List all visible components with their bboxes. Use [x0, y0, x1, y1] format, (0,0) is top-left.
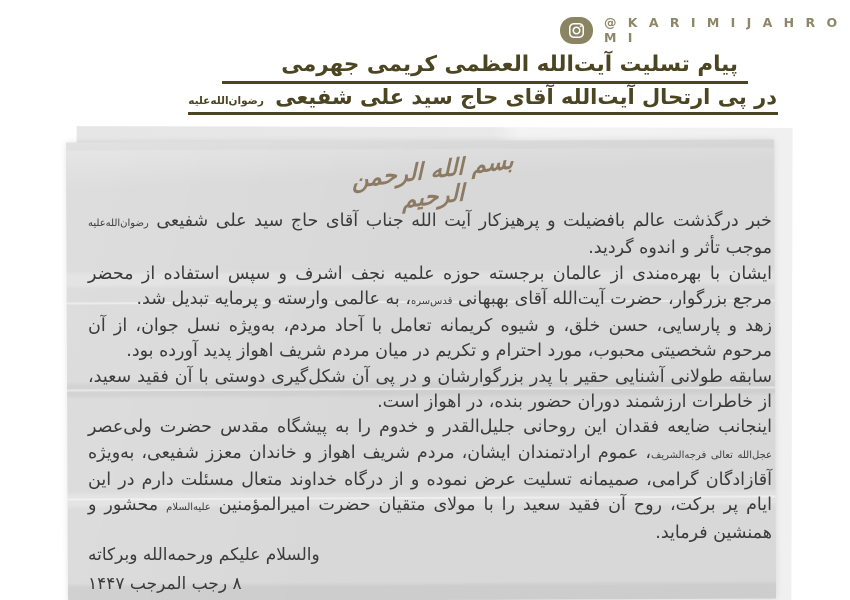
closing-salutation: والسلام علیکم ورحمه‌الله وبرکاته — [88, 545, 320, 565]
letter-paragraph: سابقه طولانی آشنایی حقیر با پدر بزرگوارشان و در پی آن شکل‌گیری دوستی با آن فقید سعید، از خاطرات ارزشمند دوران حضور بنده، در اهواز است. — [88, 366, 772, 413]
letter-paragraph: خبر درگذشت عالم بافضیلت و پرهیزکار آیت الله جناب آقای حاج سید علی شفیعی رضوان‌الله‌علیه موجب تأثر و اندوه گردید. — [88, 211, 772, 259]
instagram-icon — [560, 17, 593, 44]
closing-date: ۸ رجب المرجب ۱۴۴۷ — [88, 574, 242, 594]
header-title-line1 — [222, 52, 748, 84]
header-title-line2-text: در پی ارتحال آیت‌الله آقای حاج سید علی شفیعی — [275, 85, 777, 109]
header-honorific-small: رضوان‌الله‌علیه — [188, 95, 264, 107]
letter-paragraph: زهد و پارسایی، حسن خلق، و شیوه کریمانه تعامل با آحاد مردم، به‌ویژه نسل جوان، از آن مرحوم شخصیتی محبوب، مورد احترام و تکریم در میان مردم شریف اهواز پدید آورده بود. — [88, 316, 772, 362]
instagram-username: @ K A R I M I J A H R O M I — [603, 15, 841, 45]
instagram-handle-row — [560, 15, 850, 45]
header-title-line1-text: پیام تسلیت آیت‌الله العظمی کریمی جهرمی — [281, 52, 738, 77]
bismillah-calligraphy: بسم الله الرحمن الرحیم — [351, 147, 514, 214]
letter-body — [88, 209, 772, 546]
letter-paragraph: اینجانب ضایعه فقدان این روحانی جلیل‌القدر و خدوم را به پیشگاه مقدس حضرت ولی‌عصر عجل‌الله تعالی فرجه‌الشریف، عموم ارادتمندان ایشان، مردم شریف اهواز و خاندان معزز شفیعی، به‌ویژه آقازادگان گرامی، صمیمانه تسلیت عرض نموده و از درگاه خداوند متعال مسئلت دارم در این ایام پر برکت، روح آن فقید سعید را با مولای متقیان حضرت امیرالمؤمنین علیه‌السلام محشور و همنشین فرماید. — [88, 417, 772, 543]
letter-paragraph: ایشان با بهره‌مندی از عالمان برجسته حوزه علمیه نجف اشرف و سپس استفاده از محضر مرجع بزرگوار، حضرت آیت‌الله آقای بهبهانی قدس‌سره، به عالمی وارسته و پرمایه تبدیل شد. — [88, 263, 772, 309]
letter-closing — [88, 541, 368, 599]
header-title-line2 — [188, 85, 778, 115]
